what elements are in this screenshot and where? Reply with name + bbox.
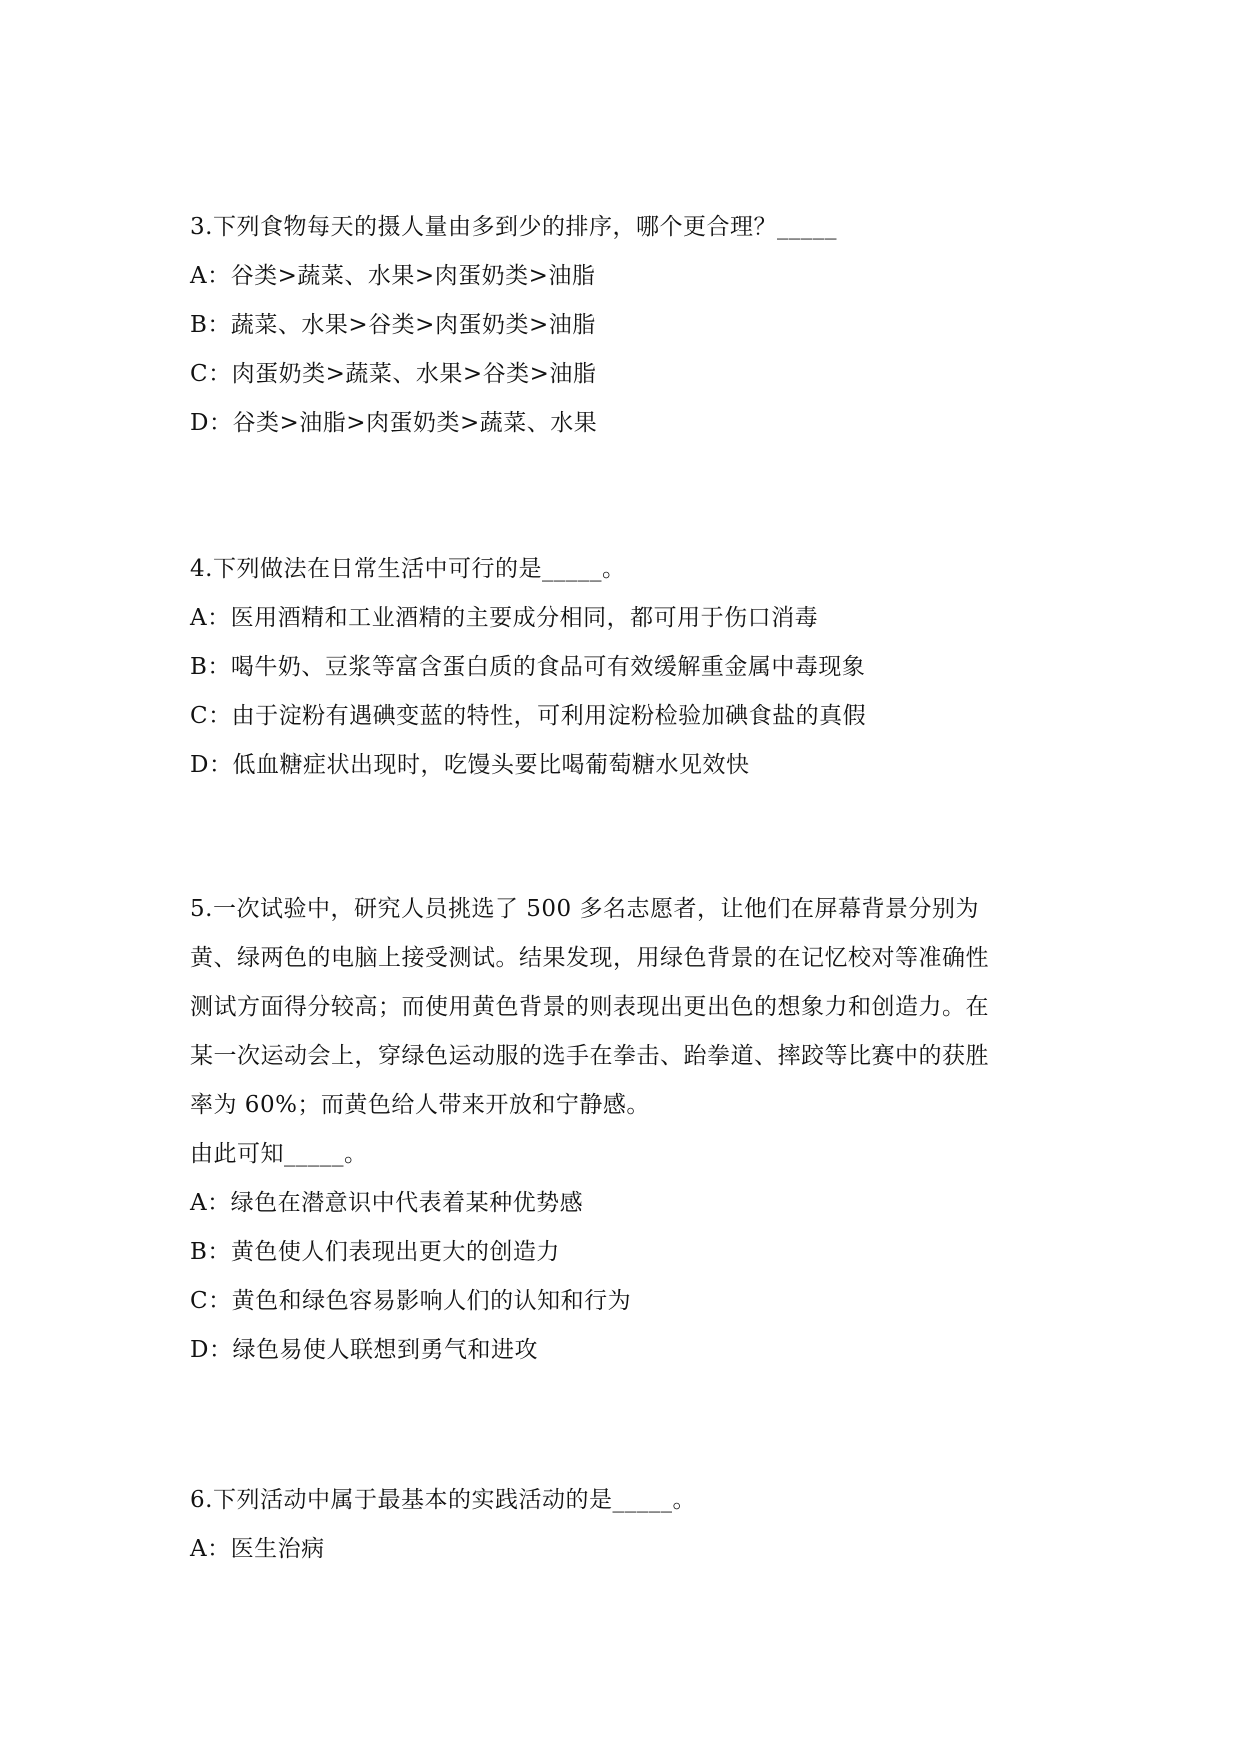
option-c: C：黄色和绿色容易影响人们的认知和行为 (190, 1288, 632, 1314)
option-a: A：绿色在潜意识中代表着某种优势感 (190, 1190, 584, 1216)
question-4 (190, 545, 1060, 790)
stem-line: 某一次运动会上，穿绿色运动服的选手在拳击、跆拳道、摔跤等比赛中的获胜 (190, 1043, 989, 1069)
option-c: C：肉蛋奶类>蔬菜、水果>谷类>油脂 (190, 361, 597, 387)
question-stem: 4.下列做法在日常生活中可行的是_____。 (190, 556, 626, 582)
stem-line: 5.一次试验中，研究人员挑选了 500 多名志愿者，让他们在屏幕背景分别为 (190, 896, 979, 922)
option-a: A：医生治病 (190, 1536, 325, 1562)
stem-line: 测试方面得分较高；而使用黄色背景的则表现出更出色的想象力和创造力。在 (190, 994, 989, 1020)
question-stem: 6.下列活动中属于最基本的实践活动的是_____。 (190, 1487, 696, 1513)
option-b: B：黄色使人们表现出更大的创造力 (190, 1239, 560, 1265)
stem-line: 黄、绿两色的电脑上接受测试。结果发现，用绿色背景的在记忆校对等准确性 (190, 945, 989, 971)
question-6 (190, 1476, 1060, 1574)
option-b: B：喝牛奶、豆浆等富含蛋白质的食品可有效缓解重金属中毒现象 (190, 654, 866, 680)
option-c: C：由于淀粉有遇碘变蓝的特性，可利用淀粉检验加碘食盐的真假 (190, 703, 867, 729)
question-prompt: 由此可知_____。 (190, 1141, 368, 1167)
option-d: D：低血糖症状出现时，吃馒头要比喝葡萄糖水见效快 (190, 752, 750, 778)
question-stem: 3.下列食物每天的摄人量由多到少的排序，哪个更合理？_____ (190, 214, 837, 240)
option-a: A：谷类>蔬菜、水果>肉蛋奶类>油脂 (190, 263, 596, 289)
stem-line: 率为 60%；而黄色给人带来开放和宁静感。 (190, 1092, 650, 1118)
question-stem (190, 885, 1060, 1130)
option-d: D：谷类>油脂>肉蛋奶类>蔬菜、水果 (190, 410, 598, 436)
question-3 (190, 203, 1060, 448)
question-5 (190, 885, 1060, 1375)
option-d: D：绿色易使人联想到勇气和进攻 (190, 1337, 538, 1363)
option-a: A：医用酒精和工业酒精的主要成分相同，都可用于伤口消毒 (190, 605, 819, 631)
option-b: B：蔬菜、水果>谷类>肉蛋奶类>油脂 (190, 312, 596, 338)
